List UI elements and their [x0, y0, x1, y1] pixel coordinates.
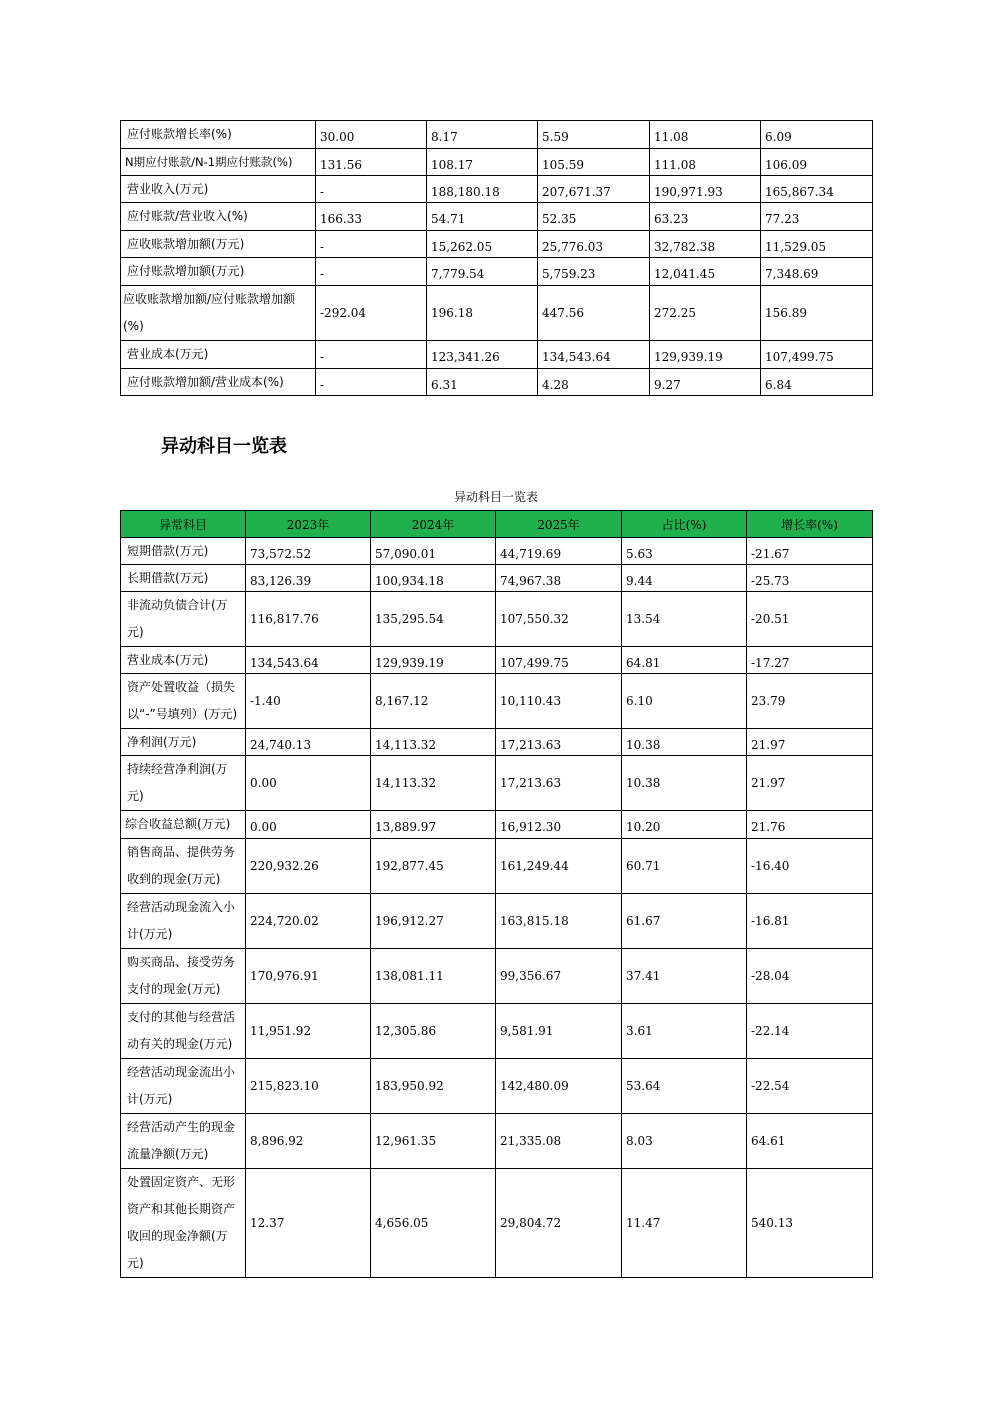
cell-value: 60.71 — [622, 839, 747, 894]
cell-value: 8,896.92 — [246, 1114, 371, 1169]
row-label: 短期借款(万元) — [121, 538, 246, 565]
header-cell: 增长率(%) — [747, 511, 873, 538]
cell-value: 12,961.35 — [371, 1114, 496, 1169]
cell-value: 6.09 — [761, 121, 873, 149]
cell-value: 0.00 — [246, 756, 371, 811]
cell-value: 11.47 — [622, 1169, 747, 1278]
row-label: 非流动负债合计(万元) — [121, 592, 246, 647]
row-label: 营业成本(万元) — [121, 341, 316, 369]
cell-value: 5.63 — [622, 538, 747, 565]
cell-value: 21.97 — [747, 756, 873, 811]
header-cell: 占比(%) — [622, 511, 747, 538]
cell-value: 138,081.11 — [371, 949, 496, 1004]
cell-value: 111.08 — [650, 149, 761, 176]
cell-value: 83,126.39 — [246, 565, 371, 592]
table-row — [121, 341, 873, 369]
cell-value: 4.28 — [538, 369, 650, 396]
row-label: 经营活动现金流入小计(万元) — [121, 894, 246, 949]
cell-value: 142,480.09 — [496, 1059, 622, 1114]
cell-value: 7,779.54 — [427, 258, 538, 286]
table-row — [121, 647, 873, 674]
cell-value: 11.08 — [650, 121, 761, 149]
cell-value: 6.31 — [427, 369, 538, 396]
cell-value: 13.54 — [622, 592, 747, 647]
cell-value: 17,213.63 — [496, 756, 622, 811]
cell-value: -28.04 — [747, 949, 873, 1004]
cell-value: 196,912.27 — [371, 894, 496, 949]
row-label: 支付的其他与经营活动有关的现金(万元) — [121, 1004, 246, 1059]
table-row — [121, 839, 873, 894]
cell-value: 108.17 — [427, 149, 538, 176]
row-label: 应收账款增加额(万元) — [121, 231, 316, 258]
cell-value: 134,543.64 — [538, 341, 650, 369]
cell-value: -17.27 — [747, 647, 873, 674]
table-row — [121, 369, 873, 396]
cell-value: - — [316, 258, 427, 286]
cell-value: 116,817.76 — [246, 592, 371, 647]
table-row — [121, 149, 873, 176]
cell-value: -1.40 — [246, 674, 371, 729]
cell-value: 54.71 — [427, 203, 538, 231]
cell-value: 44,719.69 — [496, 538, 622, 565]
cell-value: 123,341.26 — [427, 341, 538, 369]
table-row — [121, 1004, 873, 1059]
table-row — [121, 258, 873, 286]
cell-value: -25.73 — [747, 565, 873, 592]
cell-value: 8.03 — [622, 1114, 747, 1169]
cell-value: 207,671.37 — [538, 176, 650, 203]
row-label: 长期借款(万元) — [121, 565, 246, 592]
cell-value: 165,867.34 — [761, 176, 873, 203]
cell-value: 14,113.32 — [371, 729, 496, 756]
cell-value: 24,740.13 — [246, 729, 371, 756]
cell-value: 25,776.03 — [538, 231, 650, 258]
cell-value: -22.14 — [747, 1004, 873, 1059]
cell-value: 272.25 — [650, 286, 761, 341]
cell-value: 12.37 — [246, 1169, 371, 1278]
table-row — [121, 592, 873, 647]
section-heading: 异动科目一览表 — [161, 436, 287, 457]
cell-value: 224,720.02 — [246, 894, 371, 949]
row-label: 资产处置收益（损失以“-”号填列）(万元) — [121, 674, 246, 729]
table-row — [121, 121, 873, 149]
cell-value: 156.89 — [761, 286, 873, 341]
cell-value: 5.59 — [538, 121, 650, 149]
row-label: 营业收入(万元) — [121, 176, 316, 203]
cell-value: 5,759.23 — [538, 258, 650, 286]
cell-value: -16.81 — [747, 894, 873, 949]
row-label: 持续经营净利润(万元) — [121, 756, 246, 811]
row-label: 经营活动产生的现金流量净额(万元) — [121, 1114, 246, 1169]
table-header-row — [121, 511, 873, 538]
cell-value: 106.09 — [761, 149, 873, 176]
cell-value: 21,335.08 — [496, 1114, 622, 1169]
anomaly-table — [120, 510, 873, 1278]
row-label: 应付账款增长率(%) — [121, 121, 316, 149]
cell-value: 188,180.18 — [427, 176, 538, 203]
cell-value: 11,951.92 — [246, 1004, 371, 1059]
cell-value: 11,529.05 — [761, 231, 873, 258]
cell-value: 64.81 — [622, 647, 747, 674]
cell-value: 190,971.93 — [650, 176, 761, 203]
cell-value: 170,976.91 — [246, 949, 371, 1004]
cell-value: 17,213.63 — [496, 729, 622, 756]
row-label: 营业成本(万元) — [121, 647, 246, 674]
cell-value: 107,499.75 — [761, 341, 873, 369]
row-label: 处置固定资产、无形资产和其他长期资产收回的现金净额(万元) — [121, 1169, 246, 1278]
cell-value: - — [316, 341, 427, 369]
cell-value: 9,581.91 — [496, 1004, 622, 1059]
row-label: 经营活动现金流出小计(万元) — [121, 1059, 246, 1114]
cell-value: 4,656.05 — [371, 1169, 496, 1278]
table-row — [121, 729, 873, 756]
cell-value: 0.00 — [246, 811, 371, 839]
table-row — [121, 176, 873, 203]
cell-value: 9.44 — [622, 565, 747, 592]
cell-value: 30.00 — [316, 121, 427, 149]
header-cell: 2024年 — [371, 511, 496, 538]
cell-value: 10.20 — [622, 811, 747, 839]
cell-value: 129,939.19 — [650, 341, 761, 369]
cell-value: 192,877.45 — [371, 839, 496, 894]
cell-value: 161,249.44 — [496, 839, 622, 894]
cell-value: -21.67 — [747, 538, 873, 565]
cell-value: 21.76 — [747, 811, 873, 839]
table-row — [121, 565, 873, 592]
cell-value: 15,262.05 — [427, 231, 538, 258]
cell-value: 105.59 — [538, 149, 650, 176]
ratio-table — [120, 120, 873, 396]
cell-value: 131.56 — [316, 149, 427, 176]
cell-value: 107,499.75 — [496, 647, 622, 674]
table-row — [121, 538, 873, 565]
cell-value: 23.79 — [747, 674, 873, 729]
table-row — [121, 949, 873, 1004]
cell-value: 447.56 — [538, 286, 650, 341]
row-label: 应收账款增加额/应付账款增加额(%) — [121, 286, 316, 341]
cell-value: 183,950.92 — [371, 1059, 496, 1114]
cell-value: 10.38 — [622, 756, 747, 811]
cell-value: 32,782.38 — [650, 231, 761, 258]
cell-value: - — [316, 231, 427, 258]
cell-value: 134,543.64 — [246, 647, 371, 674]
cell-value: 37.41 — [622, 949, 747, 1004]
row-label: 净利润(万元) — [121, 729, 246, 756]
cell-value: 14,113.32 — [371, 756, 496, 811]
table-row — [121, 674, 873, 729]
row-label: 应付账款/营业收入(%) — [121, 203, 316, 231]
cell-value: -22.54 — [747, 1059, 873, 1114]
cell-value: -20.51 — [747, 592, 873, 647]
header-cell: 2023年 — [246, 511, 371, 538]
row-label: N期应付账款/N-1期应付账款(%) — [121, 149, 316, 176]
table-row — [121, 286, 873, 341]
header-cell: 2025年 — [496, 511, 622, 538]
row-label: 综合收益总额(万元) — [121, 811, 246, 839]
cell-value: 9.27 — [650, 369, 761, 396]
cell-value: 21.97 — [747, 729, 873, 756]
table-row — [121, 1169, 873, 1278]
cell-value: - — [316, 369, 427, 396]
cell-value: 100,934.18 — [371, 565, 496, 592]
cell-value: 135,295.54 — [371, 592, 496, 647]
cell-value: 12,305.86 — [371, 1004, 496, 1059]
cell-value: 52.35 — [538, 203, 650, 231]
table-row — [121, 1059, 873, 1114]
cell-value: 215,823.10 — [246, 1059, 371, 1114]
cell-value: 107,550.32 — [496, 592, 622, 647]
cell-value: 12,041.45 — [650, 258, 761, 286]
cell-value: 220,932.26 — [246, 839, 371, 894]
cell-value: 6.84 — [761, 369, 873, 396]
cell-value: 63.23 — [650, 203, 761, 231]
table-row — [121, 1114, 873, 1169]
table-row — [121, 894, 873, 949]
cell-value: -292.04 — [316, 286, 427, 341]
table-row — [121, 756, 873, 811]
cell-value: 6.10 — [622, 674, 747, 729]
table-row — [121, 811, 873, 839]
cell-value: 16,912.30 — [496, 811, 622, 839]
row-label: 购买商品、接受劳务支付的现金(万元) — [121, 949, 246, 1004]
cell-value: 13,889.97 — [371, 811, 496, 839]
cell-value: 196.18 — [427, 286, 538, 341]
table-row — [121, 231, 873, 258]
cell-value: 540.13 — [747, 1169, 873, 1278]
cell-value: 166.33 — [316, 203, 427, 231]
row-label: 应付账款增加额/营业成本(%) — [121, 369, 316, 396]
cell-value: 57,090.01 — [371, 538, 496, 565]
cell-value: 29,804.72 — [496, 1169, 622, 1278]
cell-value: 53.64 — [622, 1059, 747, 1114]
cell-value: -16.40 — [747, 839, 873, 894]
table-row — [121, 203, 873, 231]
cell-value: 129,939.19 — [371, 647, 496, 674]
cell-value: 77.23 — [761, 203, 873, 231]
cell-value: 61.67 — [622, 894, 747, 949]
cell-value: 7,348.69 — [761, 258, 873, 286]
cell-value: 8,167.12 — [371, 674, 496, 729]
cell-value: - — [316, 176, 427, 203]
cell-value: 10,110.43 — [496, 674, 622, 729]
cell-value: 8.17 — [427, 121, 538, 149]
row-label: 销售商品、提供劳务收到的现金(万元) — [121, 839, 246, 894]
cell-value: 3.61 — [622, 1004, 747, 1059]
cell-value: 74,967.38 — [496, 565, 622, 592]
cell-value: 163,815.18 — [496, 894, 622, 949]
cell-value: 99,356.67 — [496, 949, 622, 1004]
table-caption: 异动科目一览表 — [453, 490, 538, 504]
cell-value: 73,572.52 — [246, 538, 371, 565]
row-label: 应付账款增加额(万元) — [121, 258, 316, 286]
cell-value: 10.38 — [622, 729, 747, 756]
cell-value: 64.61 — [747, 1114, 873, 1169]
header-cell: 异常科目 — [121, 511, 246, 538]
